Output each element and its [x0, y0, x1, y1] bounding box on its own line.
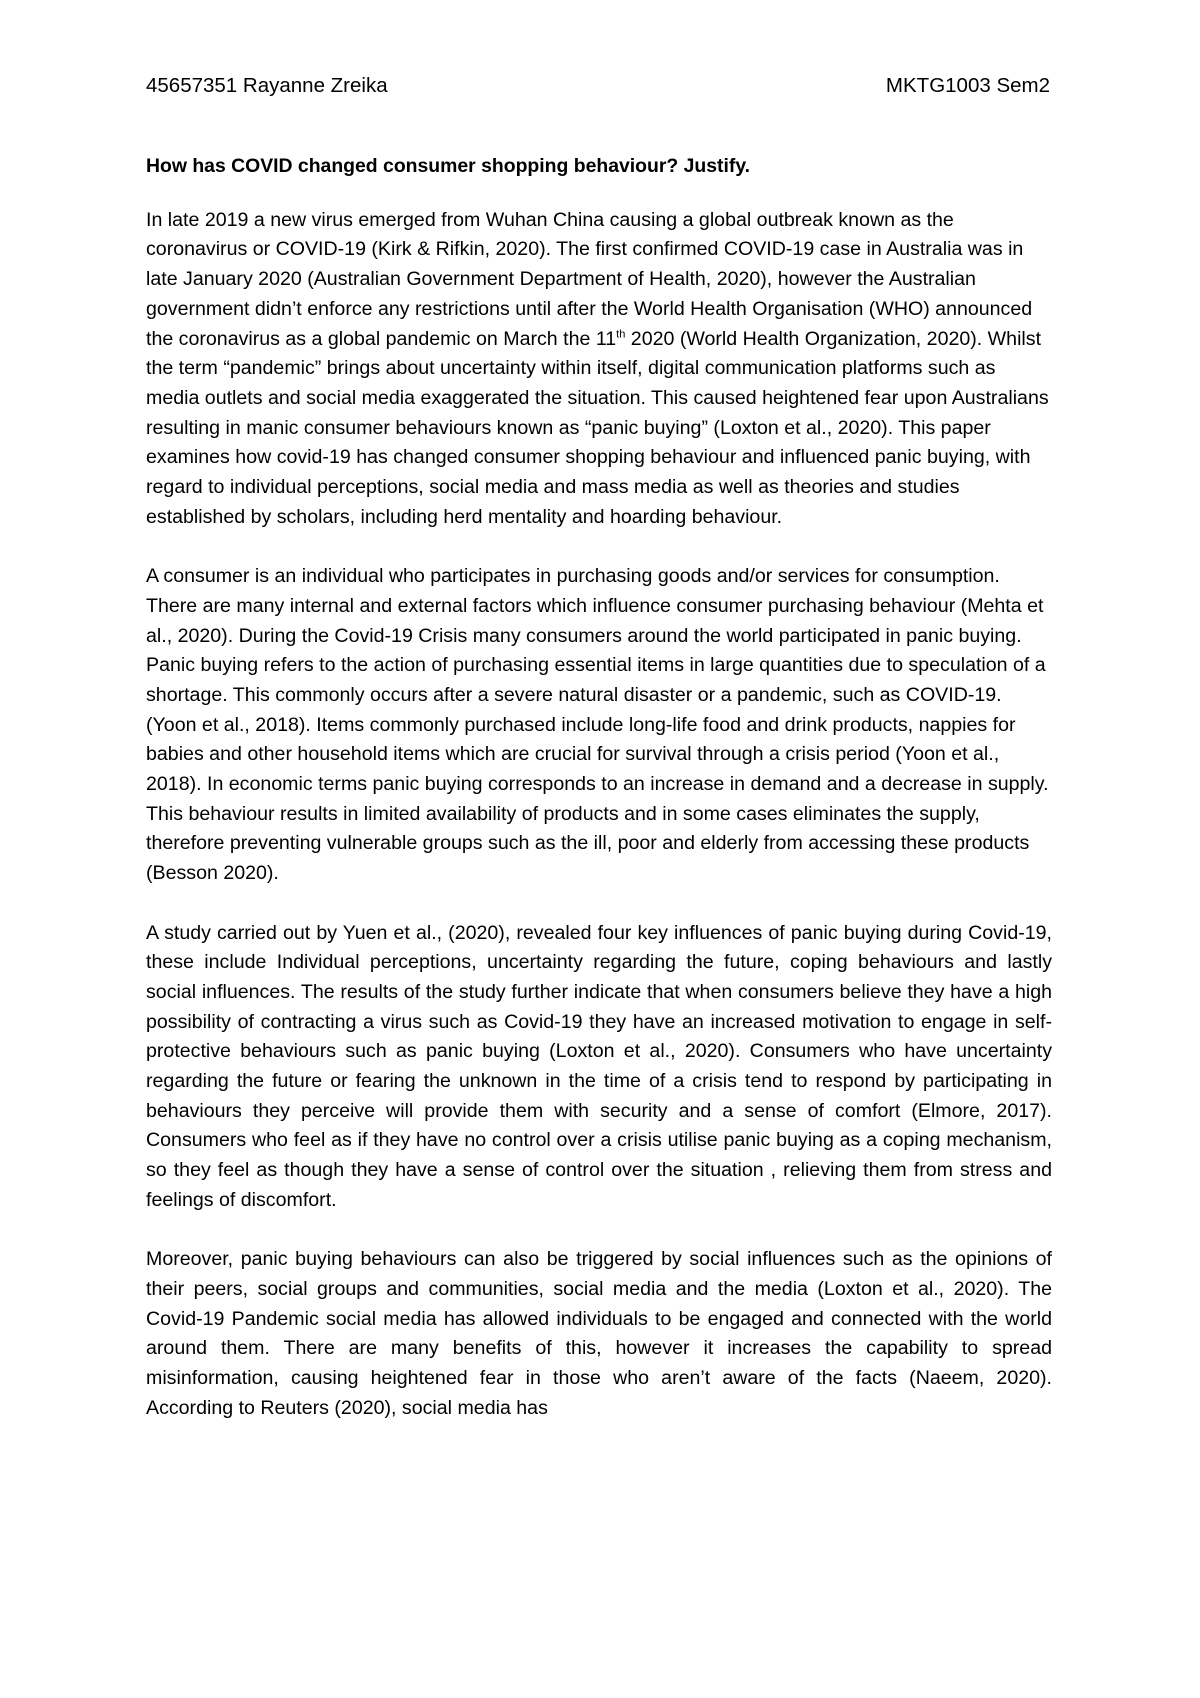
paragraph-introduction [146, 206, 1052, 533]
essay-question: How has COVID changed consumer shopping behaviour? Justify. [146, 155, 751, 177]
paragraph-introduction-part1: In late 2019 a new virus emerged from Wuhan China causing a global outbreak known as the coronavirus or COVID-19 (Kirk & Rifkin, 2020). The first confirmed COVID-19 case in Australia was in late January 2020 (Australian Government Department of Health, 2020), however the Australian government didn’t enforce any restrictions until after the World Health Organisation (WHO) announced the coronavirus as a global pandemic on March the 11 [146, 208, 1033, 350]
superscript-ordinal: th [616, 327, 626, 340]
document-body [146, 152, 1052, 1453]
header-course-code: MKTG1003 Sem2 [885, 74, 1050, 97]
paragraph-study-influences: A study carried out by Yuen et al., (2020), revealed four key influences of panic buying during Covid-19, these include Individual perceptions, uncertainty regarding the future, coping behaviours and lastly social influences. The results of the study further indicate that when consumers believe they have a high possibility of contracting a virus such as Covid-19 they have an increased motivation to engage in self-protective behaviours such as panic buying (Loxton et al., 2020). Consumers who have uncertainty regarding the future or fearing the unknown in the time of a crisis tend to respond by participating in behaviours they perceive will provide them with security and a sense of comfort (Elmore, 2017). Consumers who feel as if they have no control over a crisis utilise panic buying as a coping mechanism, so they feel as though they have a sense of control over the situation , relieving them from stress and feelings of discomfort. [146, 921, 1052, 1211]
page-header [146, 74, 1050, 104]
header-student-info: 45657351 Rayanne Zreika [146, 74, 388, 97]
paragraph-consumer-definition: A consumer is an individual who participates in purchasing goods and/or services for consumption. There are many internal and external factors which influence consumer purchasing behaviour (Mehta et al., 2020). During the Covid-19 Crisis many consumers around the world participated in panic buying. Panic buying refers to the action of purchasing essential items in large quantities due to speculation of a shortage. This commonly occurs after a severe natural disaster or a pandemic, such as COVID-19. (Yoon et al., 2018). Items commonly purchased include long-life food and drink products, nappies for babies and other household items which are crucial for survival through a crisis period (Yoon et al., 2018). In economic terms panic buying corresponds to an increase in demand and a decrease in supply. This behaviour results in limited availability of products and in some cases eliminates the supply, therefore preventing vulnerable groups such as the ill, poor and elderly from accessing these products (Besson 2020). [146, 565, 1049, 885]
paragraph-social-influences: Moreover, panic buying behaviours can also be triggered by social influences such as the opinions of their peers, social groups and communities, social media and the media (Loxton et al., 2020). The Covid-19 Pandemic social media has allowed individuals to be engaged and connected with the world around them. There are many benefits of this, however it increases the capability to spread misinformation, causing heightened fear in those who aren’t aware of the facts (Naeem, 2020). According to Reuters (2020), social media has [146, 1248, 1052, 1419]
paragraph-introduction-part2: 2020 (World Health Organization, 2020). Whilst the term “pandemic” brings about uncertainty within itself, digital communication platforms such as media outlets and social media exaggerated the situation. This caused heightened fear upon Australians resulting in manic consumer behaviours known as “panic buying” (Loxton et al., 2020). This paper examines how covid-19 has changed consumer shopping behaviour and influenced panic buying, with regard to individual perceptions, social media and mass media as well as theories and studies established by scholars, including herd mentality and hoarding behaviour. [146, 327, 1049, 528]
